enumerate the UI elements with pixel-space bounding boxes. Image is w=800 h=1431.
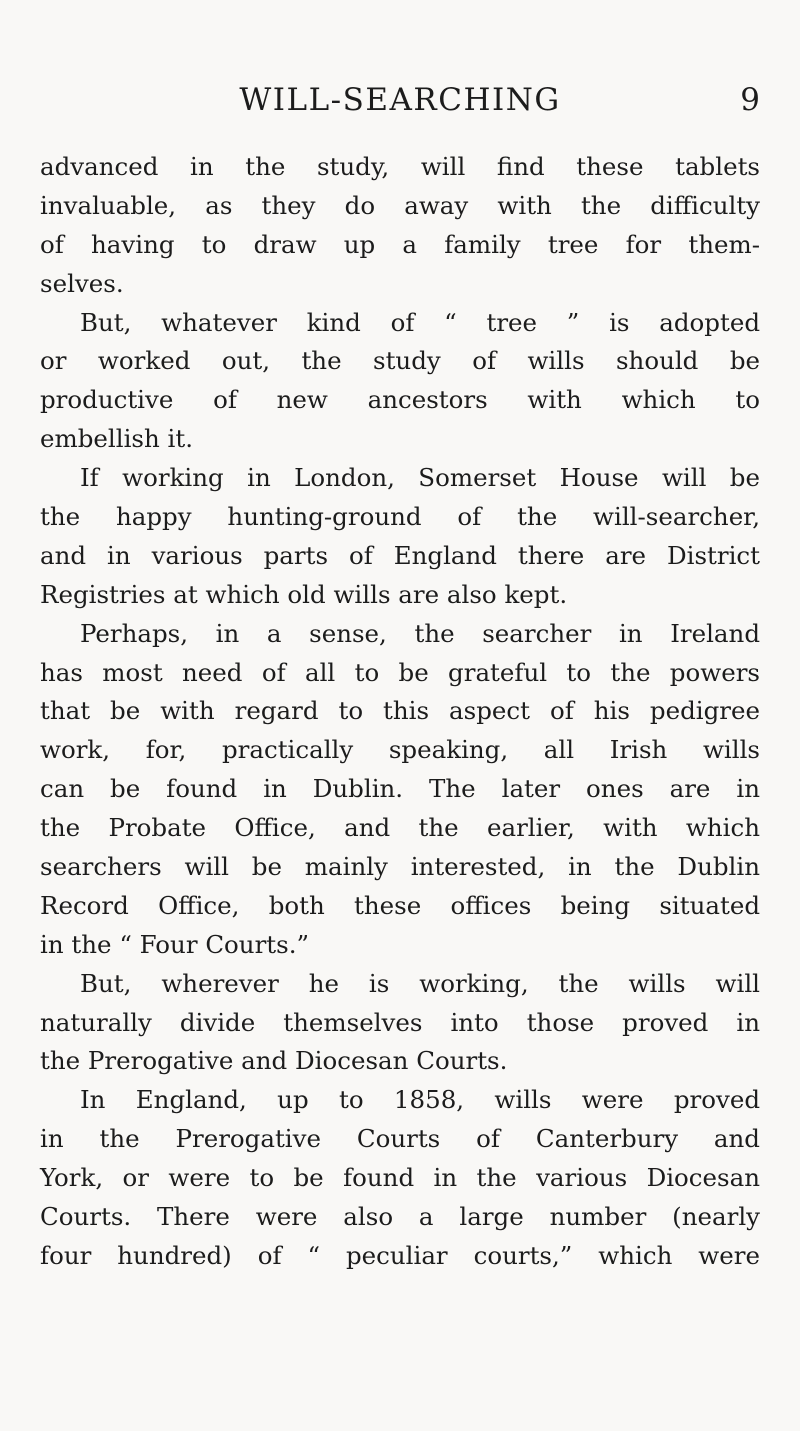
text-line: invaluable, as they do away with the difficulty [40,190,760,220]
text-line: Courts. There were also a large number (nearly [40,1202,760,1232]
text-line: the happy hunting-ground of the will-searcher, [40,502,760,532]
body-text [40,148,760,1276]
text-line: in the Prerogative Courts of Canterbury and [40,1124,760,1154]
text-line: But, wherever he is working, the wills will [80,968,760,998]
text-line: Registries at which old wills are also kept. [40,579,568,609]
text-line: and in various parts of England there are District [40,540,760,570]
text-line: the Probate Office, and the earlier, with which [40,813,760,843]
text-line: productive of new ancestors with which to [40,385,760,415]
text-line: selves. [40,268,124,298]
text-line: But, whatever kind of “ tree ” is adopted [80,307,760,337]
running-head [40,78,760,128]
text-line: has most need of all to be grateful to the powers [40,657,760,687]
text-line: Record Office, both these offices being situated [40,890,760,920]
text-line: In England, up to 1858, wills were proved [80,1085,760,1115]
text-line: of having to draw up a family tree for them- [40,229,760,259]
text-line: searchers will be mainly interested, in the Dublin [40,852,760,882]
text-line: that be with regard to this aspect of his pedigree [40,696,760,726]
text-line: naturally divide themselves into those proved in [40,1007,760,1037]
text-line: If working in London, Somerset House will be [80,463,760,493]
text-line: Perhaps, in a sense, the searcher in Ireland [80,618,760,648]
text-line: in the “ Four Courts.” [40,929,310,959]
text-line: work, for, practically speaking, all Irish wills [40,735,760,765]
text-line: four hundred) of “ peculiar courts,” which were [40,1240,760,1270]
text-line: York, or were to be found in the various Diocesan [40,1163,760,1193]
running-title: WILL-SEARCHING [239,82,561,118]
text-line: embellish it. [40,424,194,454]
text-line: the Prerogative and Diocesan Courts. [40,1046,508,1076]
text-line: can be found in Dublin. The later ones are in [40,774,760,804]
text-line: or worked out, the study of wills should be [40,346,760,376]
page-number: 9 [740,82,760,118]
text-line: advanced in the study, will find these tablets [40,152,760,181]
